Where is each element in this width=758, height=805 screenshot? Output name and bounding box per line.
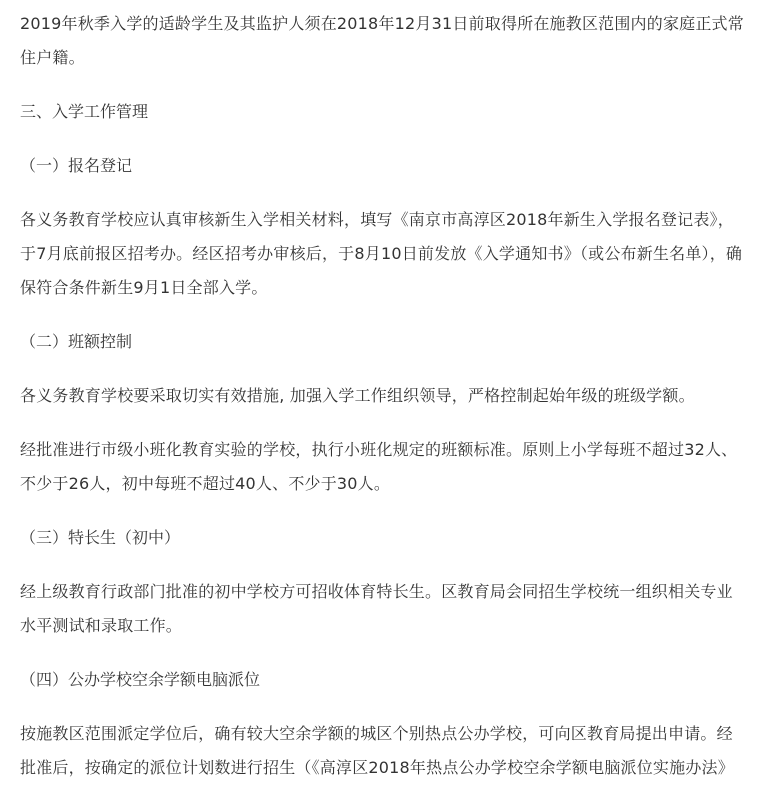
subsection-title-special-talent: （三）特长生（初中） [20,528,181,547]
subsection-title-computer-allocation: （四）公办学校空余学额电脑派位 [20,670,261,689]
section-title-enrollment-management: 三、入学工作管理 [20,102,149,121]
paragraph-residence-requirement: 2019年秋季入学的适龄学生及其监护人须在2018年12月31日前取得所在施教区范围内的家庭正式常住户籍。 [20,14,744,67]
subsection-title-registration: （一）报名登记 [20,156,133,175]
subsection-title-class-size: （二）班额控制 [20,332,133,351]
paragraph-special-talent: 经上级教育行政部门批准的初中学校方可招收体育特长生。区教育局会同招生学校统一组织相关专业水平测试和录取工作。 [20,582,733,635]
paragraph-computer-allocation [20,717,748,785]
paragraph-line: 按施教区范围派定学位后，确有较大空余学额的城区个别热点公办学校，可向区教育局提出申请。经 [20,724,733,743]
paragraph-line: 批准后，按确定的派位计划数进行招生（《高淳区2018年热点公办学校空余学额电脑派位实施办法》 [20,758,734,777]
paragraph-class-size-control: 各义务教育学校要采取切实有效措施, 加强入学工作组织领导，严格控制起始年级的班级学额。 [20,386,695,405]
paragraph-small-class-standard: 经批准进行市级小班化教育实验的学校，执行小班化规定的班额标准。原则上小学每班不超过32人、不少于26人，初中每班不超过40人、不少于30人。 [20,440,738,493]
paragraph-registration: 各义务教育学校应认真审核新生入学相关材料，填写《南京市高淳区2018年新生入学报名登记表》，于7月底前报区招考办。经区招考办审核后，于8月10日前发放《入学通知书》（或公布新生名单），确保符合条件新生9月1日全部入学。 [20,210,743,297]
article-body [20,7,748,805]
